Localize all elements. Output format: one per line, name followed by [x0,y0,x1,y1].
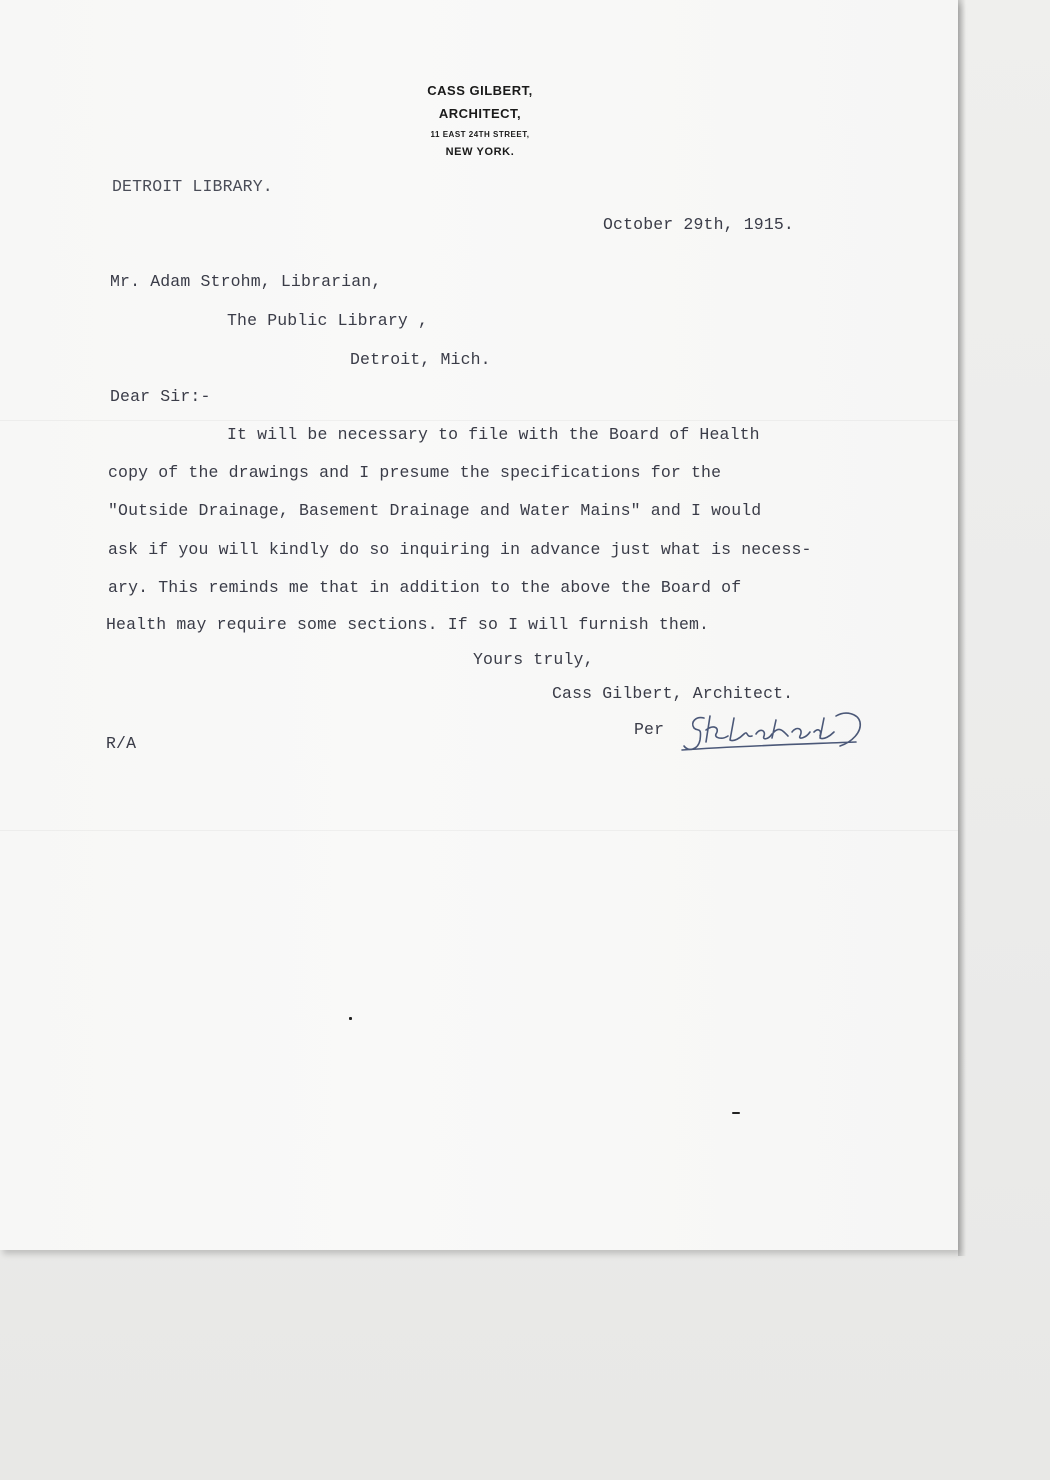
signer-line: Cass Gilbert, Architect. [552,684,794,703]
paper-fold [0,830,958,831]
paper-speck [732,1112,740,1114]
letterhead-name: CASS GILBERT, [427,83,533,98]
paper-speck [349,1017,352,1020]
body-line: ask if you will kindly do so inquiring in advance just what is necess- [108,540,812,559]
paper-fold [0,420,958,421]
body-line: "Outside Drainage, Basement Drainage and Water Mains" and I would [108,501,762,520]
body-line: ary. This reminds me that in addition to the above the Board of [108,578,742,597]
letterhead-street: 11 EAST 24TH STREET, [430,130,530,139]
subject-line: DETROIT LIBRARY. [112,177,273,196]
closing: Yours truly, [473,650,594,669]
body-line: copy of the drawings and I presume the specifications for the [108,463,722,482]
recipient-line-3: Detroit, Mich. [350,350,491,369]
letterhead-title: ARCHITECT, [438,106,522,121]
sheet-edge-shadow [958,0,966,1256]
letter-date: October 29th, 1915. [603,215,794,234]
recipient-line-1: Mr. Adam Strohm, Librarian, [110,272,382,291]
salutation: Dear Sir:- [110,387,211,406]
typist-initials: R/A [106,734,137,753]
letterhead-city: NEW YORK. [445,146,515,158]
body-line: Health may require some sections. If so I will furnish them. [106,615,710,634]
body-line: It will be necessary to file with the Board of Health [227,425,760,444]
recipient-line-2: The Public Library , [227,311,429,330]
handwritten-signature [676,706,906,758]
per-label: Per [634,720,665,739]
